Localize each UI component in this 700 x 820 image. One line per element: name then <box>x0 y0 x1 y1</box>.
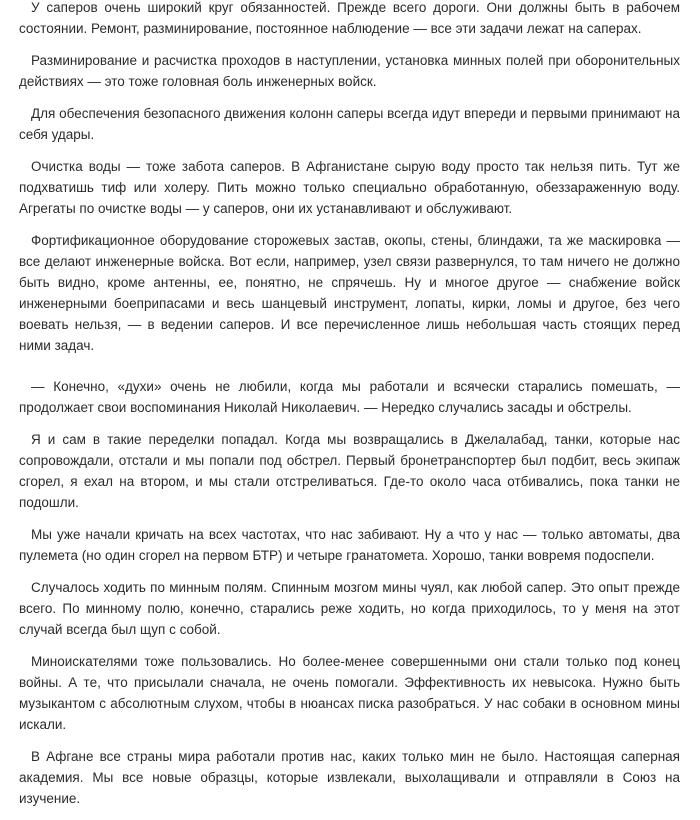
paragraph-duties: У саперов очень широкий круг обязанностей. Прежде всего дороги. Они должны быть в рабочем состоянии. Ремонт, разминирование, постоянное наблюдение — все эти задачи лежат на саперах. <box>19 0 680 36</box>
paragraph-water: Очистка воды — тоже забота саперов. В Афганистане сырую воду просто так нельзя пить. Тут же подхватишь тиф или холеру. Пить можно только специально обработанную, обеззараженную воду. Агрегаты по очистке воды — у саперов, они их устанавливают и обслуживают. <box>19 159 680 216</box>
paragraph-academy: В Афгане все страны мира работали против нас, каких только мин не было. Настоящая саперная академия. Мы все новые образцы, которые извлекали, выхолащивали и отправляли в Союз на изучение. <box>19 749 680 806</box>
paragraph-convoys: Для обеспечения безопасного движения колонн саперы всегда идут впереди и первыми принимают на себя удары. <box>19 106 680 142</box>
paragraph-ambush: Я и сам в такие переделки попадал. Когда мы возвращались в Джелалабад, танки, которые нас сопровождали, отстали и мы попали под обстрел. Первый бронетранспортер был подбит, весь экипаж сгорел, я ехал на втором, и мы стали отстреливаться. Где-то около часа отбивались, пока танки не подошли. <box>19 432 680 510</box>
paragraph-detectors: Миноискателями тоже пользовались. Но более-менее совершенными они стали только под конец войны. А те, что присылали сначала, не очень помогали. Эффективность их невысока. Нужно быть музыкантом с абсолютным слухом, чтобы в нюансах писка разобраться. У нас собаки в основном мины искали. <box>19 654 680 732</box>
paragraph-demining: Разминирование и расчистка проходов в наступлении, установка минных полей при оборонительных действиях — это тоже головная боль инженерных войск. <box>19 53 680 89</box>
article-body <box>19 0 680 820</box>
paragraph-fortification: Фортификационное оборудование сторожевых застав, окопы, стены, блиндажи, та же маскировка — все делают инженерные войска. Вот если, например, узел связи развернулся, то там ничего не должно быть видно, кроме антенны, ее, понятно, не спрячешь. Ну и многое другое — снабжение войск инженерными боеприпасами и весь шанцевый инструмент, лопаты, кирки, ломы и другое, без чего воевать нельзя, — в ведении саперов. И все перечисленное лишь небольшая часть стоящих перед ними задач. <box>19 233 680 353</box>
paragraph-radio: Мы уже начали кричать на всех частотах, что нас забивают. Ну а что у нас — только автоматы, два пулемета (но один сгорел на первом БТР) и четыре гранатомета. Хорошо, танки вовремя подоспели. <box>19 527 680 563</box>
paragraph-minefields: Случалось ходить по минным полям. Спинным мозгом мины чуял, как любой сапер. Это опыт прежде всего. По минному полю, конечно, старались реже ходить, но когда приходилось, то у меня на этот случай всегда был щуп с собой. <box>19 580 680 637</box>
paragraph-quote-dukhi: — Конечно, «духи» очень не любили, когда мы работали и всячески старались помешать, — продолжает свои воспоминания Николай Николаевич. — Нередко случались засады и обстрелы. <box>19 379 680 415</box>
